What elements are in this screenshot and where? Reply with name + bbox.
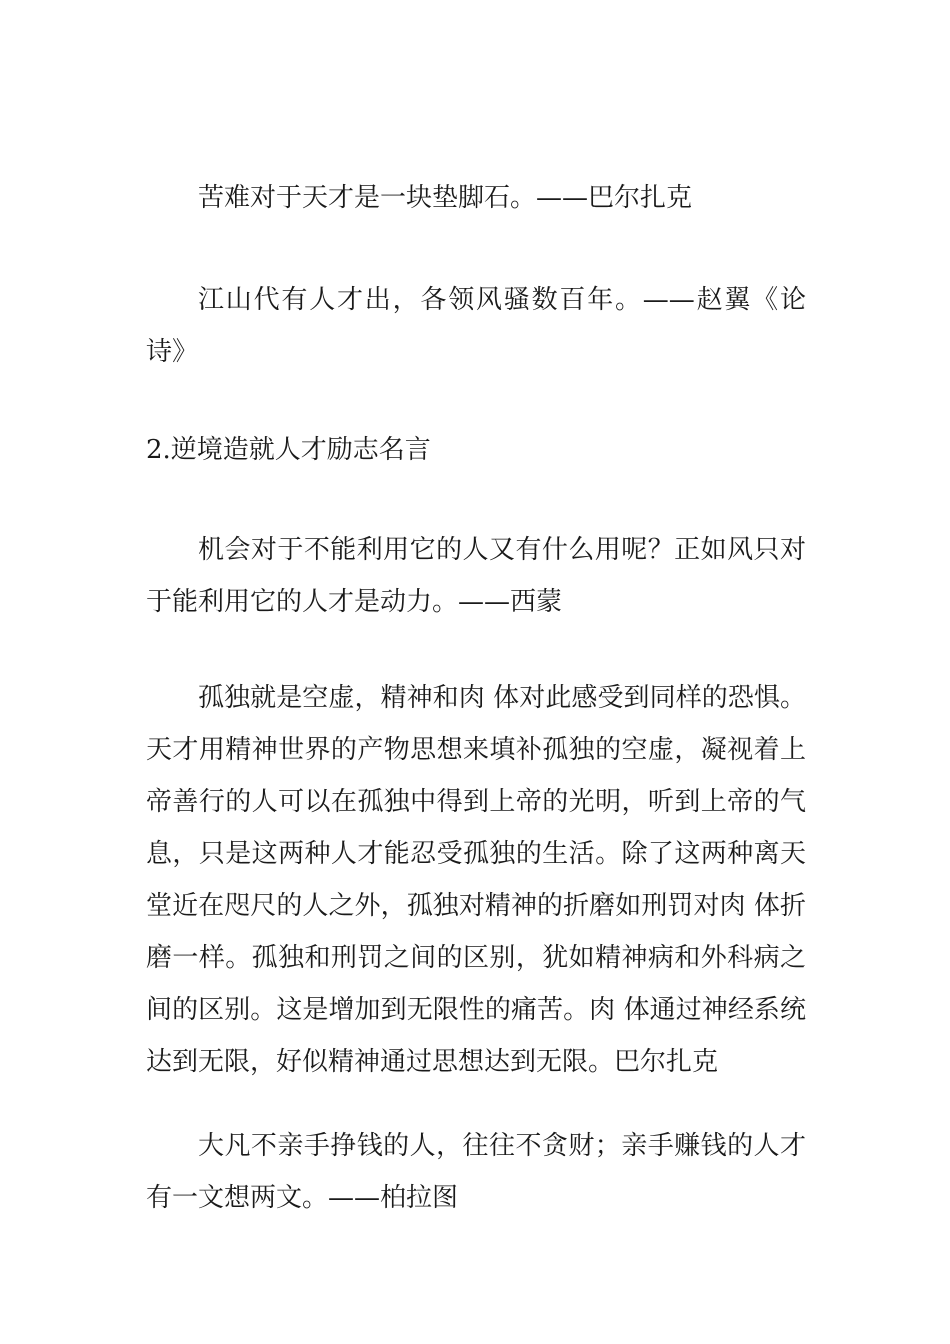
quote-paragraph-1: 苦难对于天才是一块垫脚石。——巴尔扎克 [198,183,693,213]
quote-paragraph-3: 机会对于不能利用它的人又有什么用呢？正如风只对于能利用它的人才是动力。——西蒙 [146,535,806,617]
section-heading: 2.逆境造就人才励志名言 [146,435,431,465]
quote-paragraph-4: 孤独就是空虚，精神和肉 体对此感受到同样的恐惧。天才用精神世界的产物思想来填补孤独的空虚，凝视着上帝善行的人可以在孤独中得到上帝的光明，听到上帝的气息，只是这两种人才能忍受孤独的生活。除了这两种离天堂近在咫尺的人之外，孤独对精神的折磨如刑罚对肉 体折磨一样。孤独和刑罚之间的区别，犹如精神病和外科病之间的区别。这是增加到无限性的痛苦。肉 体通过神经系统达到无限，好似精神通过思想达到无限。巴尔扎克 [146,683,806,1077]
quote-paragraph-2: 江山代有人才出，各领风骚数百年。——赵翼《论诗》 [146,285,806,367]
quote-paragraph-5: 大凡不亲手挣钱的人，往往不贪财；亲手赚钱的人才有一文想两文。——柏拉图 [146,1131,806,1213]
